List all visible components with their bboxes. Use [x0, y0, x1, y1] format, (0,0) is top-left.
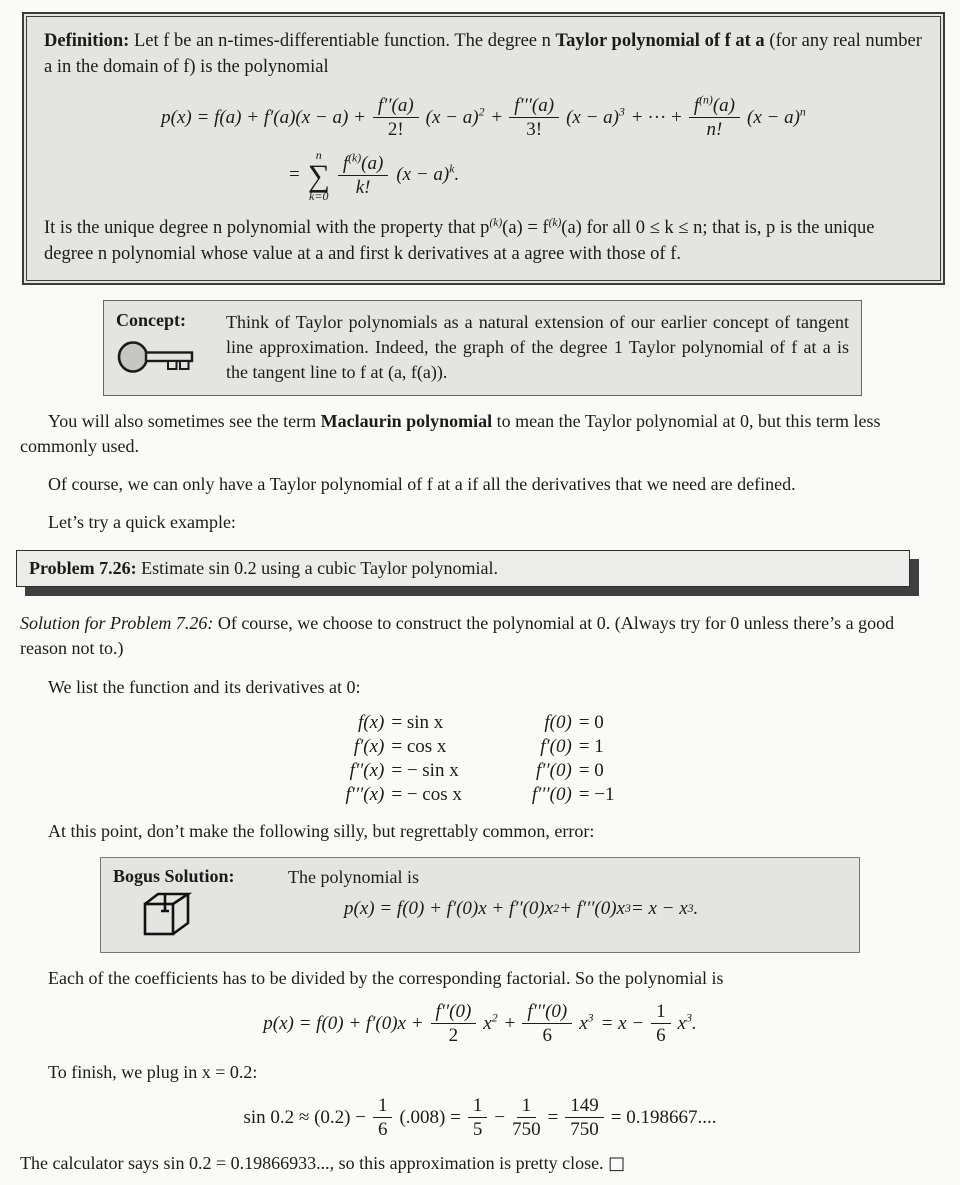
numerator: f′′(a)	[373, 95, 419, 118]
denominator: 6	[542, 1025, 553, 1047]
fraction	[689, 95, 740, 141]
term-exponent: 2	[491, 1011, 498, 1025]
formula-term	[678, 1013, 697, 1035]
term-base: (x − a)	[396, 164, 450, 186]
maclaurin-bold: Maclaurin polynomial	[320, 410, 493, 431]
definition-label: Definition:	[44, 31, 130, 51]
formula-term	[579, 1013, 593, 1035]
qed-square: □	[608, 1153, 626, 1175]
table-cell: f′(0)	[540, 735, 572, 757]
fraction	[373, 95, 419, 141]
definition-intro-text-2: (for any real number a in the domain of f) is the polynomial	[44, 31, 922, 77]
outro-text: (a) for all 0 ≤ k ≤ n; that is, p is the unique degree n polynomial whose value at a and first k derivatives at a agree with those of f.	[44, 218, 875, 264]
table-cell: = sin x	[391, 711, 444, 733]
concept-text: Think of Taylor polynomials as a natural extension of our earlier concept of tangent line approximation. Indeed, the graph of the degree 1 Taylor polynomial of f at a is the tangent line to f at (a, f(a)).	[226, 312, 849, 382]
problem-text: Estimate sin 0.2 using a cubic Taylor polynomial.	[141, 558, 499, 579]
period: .	[693, 898, 699, 920]
solution-lead	[20, 611, 940, 661]
formula-term	[483, 1013, 497, 1035]
term-exponent: n	[799, 105, 806, 119]
fraction	[651, 1001, 671, 1047]
problem-label: Problem 7.26:	[29, 558, 137, 579]
of-course-paragraph: Of course, we can only have a Taylor polynomial of f at a if all the derivatives that we need are defined.	[48, 473, 796, 494]
definition-outro	[44, 216, 923, 267]
term-base: (x − a)	[425, 106, 479, 128]
bogus-formula: p(x) = f(0) + f′(0)x + f′′(0)x 2 + f′′′(0)x 3 = x − x 3 .	[344, 898, 699, 920]
warning-paragraph: At this point, don’t make the following silly, but regrettably common, error:	[48, 820, 595, 841]
function-symbol: f	[342, 152, 349, 174]
term-base: (x − a)	[747, 106, 800, 128]
period: .	[691, 1012, 697, 1034]
formula-term	[396, 164, 459, 186]
term-exponent: 3	[587, 1011, 594, 1025]
cube-icon	[141, 891, 193, 941]
outro-text: It is the unique degree n polynomial with the property that p	[44, 218, 490, 238]
term-exponent: 2	[478, 105, 485, 119]
function-symbol: f	[693, 95, 700, 117]
summation-formula	[289, 149, 923, 202]
table-cell: f(0)	[544, 711, 572, 733]
table-cell: = cos x	[391, 735, 447, 757]
denominator: 6	[377, 1119, 388, 1141]
fraction	[512, 1095, 541, 1141]
denominator: 6	[656, 1025, 666, 1047]
sum-lower-limit: k=0	[309, 189, 329, 203]
argument: (a)	[361, 152, 384, 174]
concept-label-column	[116, 310, 214, 384]
formula-result: = 0.198667....	[610, 1106, 717, 1128]
table-cell: f′(x)	[353, 735, 385, 757]
definition-intro	[44, 29, 923, 80]
fraction	[431, 1001, 477, 1047]
derivative-order: (k)	[348, 151, 362, 165]
formula-term	[426, 107, 485, 129]
formula-text: = x − x	[630, 898, 688, 920]
bogus-content	[286, 866, 847, 941]
definition-box	[22, 12, 945, 285]
table-cell: = 0	[578, 759, 604, 781]
denominator: 750	[570, 1119, 599, 1141]
table-cell: f′′(0)	[536, 759, 572, 781]
bogus-label-column	[113, 866, 278, 941]
denominator: 750	[512, 1119, 541, 1141]
fraction	[338, 153, 389, 199]
sigma-icon: ∑	[307, 157, 330, 193]
period: .	[454, 164, 460, 186]
numerator	[338, 153, 389, 176]
plus-operator: +	[504, 1012, 516, 1034]
derivatives-table	[0, 712, 960, 806]
paragraph-text: You will also sometimes see the term	[48, 410, 321, 431]
formula-text: (.008) =	[399, 1106, 461, 1128]
fraction	[468, 1095, 488, 1141]
derivative-order: (k)	[548, 216, 562, 229]
coefficients-paragraph: Each of the coefficients has to be divided by the corresponding factorial. So the polynomial is	[48, 968, 724, 989]
fraction	[509, 95, 559, 141]
sum-upper-limit: n	[315, 147, 322, 162]
denominator: 5	[472, 1119, 483, 1141]
bogus-intro: The polynomial is	[288, 867, 419, 888]
taylor-polynomial-formula	[44, 95, 923, 141]
numerator: 1	[468, 1095, 488, 1118]
outro-text: (a) = f	[502, 218, 549, 238]
table-cell: = 1	[578, 735, 604, 757]
argument: (a)	[712, 95, 735, 117]
equals-sign: =	[547, 1106, 559, 1128]
term-exponent: k	[449, 162, 455, 176]
maclaurin-paragraph	[20, 409, 940, 459]
term-exponent: 3	[619, 105, 625, 119]
table-cell: f(x)	[357, 711, 385, 733]
definition-intro-bold: Taylor polynomial of f at a	[555, 31, 765, 51]
numerator: 1	[651, 1001, 671, 1024]
bogus-solution-box	[100, 857, 860, 953]
table-cell: = −1	[578, 783, 615, 805]
table-cell: f′′′(x)	[345, 783, 385, 805]
dots-operator: + ··· +	[631, 106, 682, 128]
definition-intro-text: Let f be an n-times-differentiable function. The degree n	[129, 31, 556, 51]
solution-label: Solution for Problem 7.26:	[20, 613, 214, 634]
table-cell: = 0	[578, 711, 604, 733]
numerator: 149	[565, 1095, 604, 1118]
formula-term	[566, 107, 625, 129]
concept-box	[103, 300, 862, 395]
derivative-order: (k)	[489, 216, 503, 229]
paragraph-text: to mean the Taylor polynomial at 0, but this term less commonly used.	[20, 410, 881, 456]
formula-text: p(x) = f(0) + f′(0)x + f′′(0)x	[344, 898, 554, 920]
formula-term	[747, 107, 806, 129]
minus-operator: −	[494, 1106, 506, 1128]
summation-symbol	[308, 149, 330, 202]
estimate-formula	[0, 1095, 960, 1141]
closing-text: The calculator says sin 0.2 = 0.19866933..., so this approximation is pretty close.	[20, 1153, 604, 1174]
definition-box-inner	[26, 16, 941, 281]
numerator	[689, 95, 740, 118]
numerator: 1	[373, 1095, 393, 1118]
problem-box	[16, 550, 910, 587]
table-cell: f′′(x)	[349, 759, 385, 781]
plus-operator: +	[491, 106, 503, 128]
textbook-page	[0, 12, 960, 1185]
equals-sign: =	[289, 164, 300, 186]
formula-text: = x −	[600, 1012, 645, 1034]
denominator: 2	[448, 1025, 459, 1047]
formula-text: + f′′′(0)x	[559, 898, 625, 920]
fraction	[522, 1001, 572, 1047]
numerator: 1	[517, 1095, 537, 1118]
derivative-order: (n)	[699, 93, 713, 107]
concept-label: Concept:	[116, 310, 186, 331]
denominator: 3!	[526, 119, 543, 141]
term-exponent: 3	[686, 1011, 692, 1025]
numerator: f′′(0)	[431, 1001, 477, 1024]
table-cell: = − cos x	[391, 783, 462, 805]
numerator: f′′′(a)	[509, 95, 559, 118]
finish-paragraph: To finish, we plug in x = 0.2:	[48, 1061, 258, 1082]
lets-try-paragraph: Let’s try a quick example:	[48, 512, 236, 533]
numerator: f′′′(0)	[522, 1001, 572, 1024]
formula-lead: p(x) = f(0) + f′(0)x +	[263, 1012, 424, 1034]
formula-lead: p(x) = f(a) + f′(a)(x − a) +	[161, 106, 366, 128]
table-cell: = − sin x	[391, 759, 459, 781]
term-base: x	[677, 1012, 687, 1034]
fraction	[373, 1095, 393, 1141]
formula-lead: sin 0.2 ≈ (0.2) −	[243, 1106, 366, 1128]
denominator: 2!	[387, 119, 404, 141]
list-intro-paragraph: We list the function and its derivatives at 0:	[48, 676, 361, 697]
table-cell: f′′′(0)	[531, 783, 572, 805]
key-icon	[116, 338, 198, 378]
term-base: (x − a)	[566, 106, 620, 128]
fraction	[565, 1095, 604, 1141]
term-base: x	[579, 1012, 588, 1034]
solution-text: Of course, we choose to construct the polynomial at 0. (Always try for 0 unless there’s a good reason not to.)	[20, 613, 895, 659]
denominator: n!	[706, 119, 723, 141]
polynomial-formula	[0, 1001, 960, 1047]
term-base: x	[483, 1012, 492, 1034]
bogus-label: Bogus Solution:	[113, 866, 235, 887]
denominator: k!	[355, 176, 371, 198]
